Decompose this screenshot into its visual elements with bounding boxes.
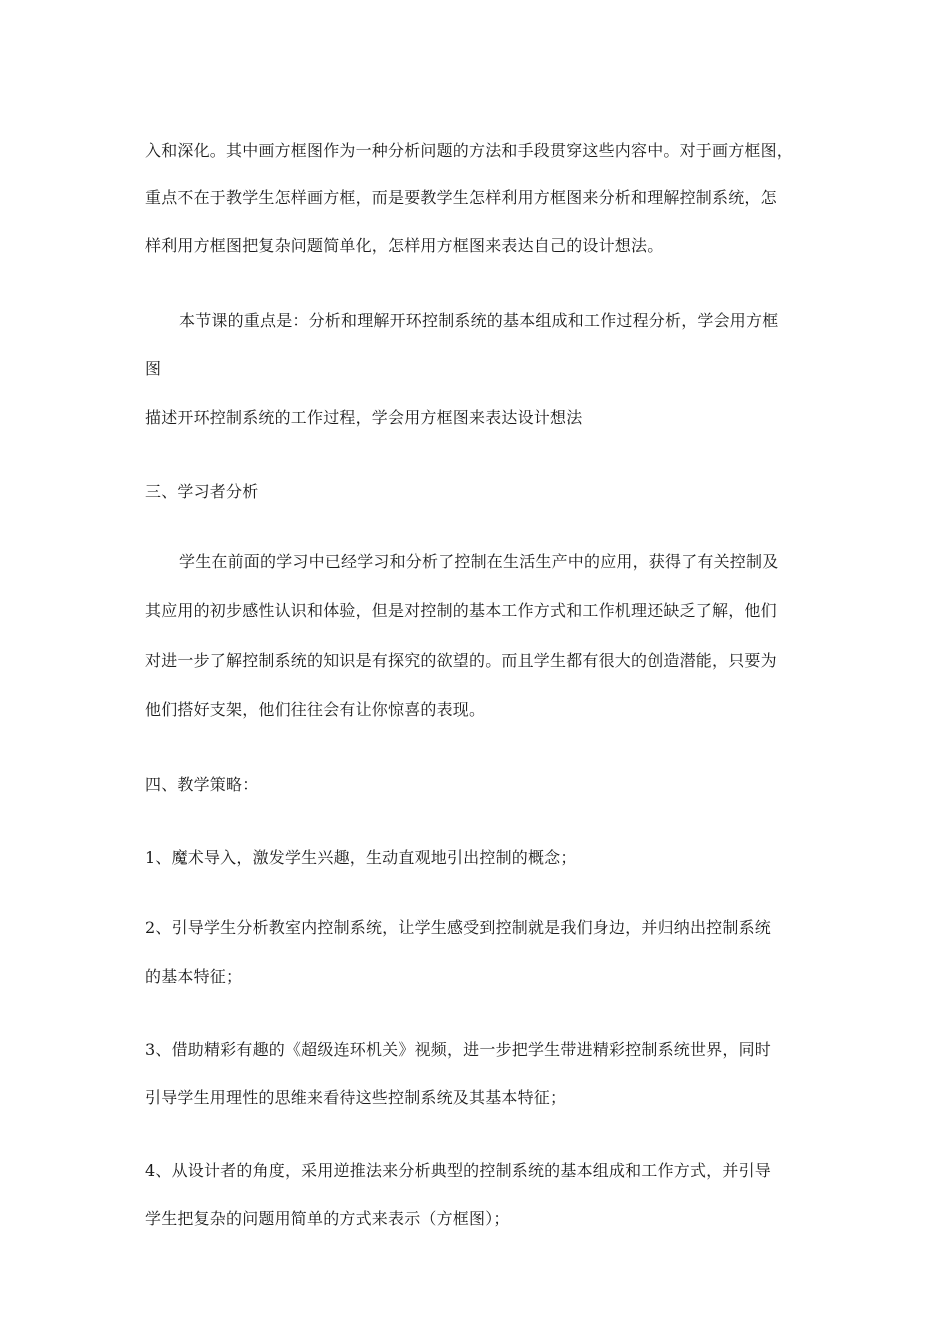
paragraph-line-3: 样利用方框图把复杂问题简单化，怎样用方框图来表达自己的设计想法。 — [145, 236, 664, 255]
strategy-item-3-line-2: 引导学生用理性的思维来看待这些控制系统及其基本特征； — [145, 1088, 567, 1107]
section-heading-learner-analysis: 三、学习者分析 — [145, 482, 259, 501]
strategy-item-4-line-1: 4、从设计者的角度，采用逆推法来分析典型的控制系统的基本组成和工作方式，并引导 — [145, 1161, 771, 1180]
strategy-item-1: 1、魔术导入，激发学生兴趣，生动直观地引出控制的概念； — [145, 848, 577, 867]
key-point-line-1: 本节课的重点是：分析和理解开环控制系统的基本组成和工作过程分析，学会用方框 — [179, 311, 779, 330]
strategy-item-3-line-1: 3、借助精彩有趣的《超级连环机关》视频，进一步把学生带进精彩控制系统世界，同时 — [145, 1040, 771, 1059]
learner-paragraph-line-3: 对进一步了解控制系统的知识是有探究的欲望的。而且学生都有很大的创造潜能，只要为 — [145, 651, 777, 670]
strategy-item-4-line-2: 学生把复杂的问题用简单的方式来表示（方框图）； — [145, 1209, 510, 1228]
section-heading-teaching-strategy: 四、教学策略： — [145, 775, 259, 794]
learner-paragraph-line-1: 学生在前面的学习中已经学习和分析了控制在生活生产中的应用，获得了有关控制及 — [179, 552, 779, 571]
paragraph-line-1: 入和深化。其中画方框图作为一种分析问题的方法和手段贯穿这些内容中。对于画方框图， — [145, 141, 794, 160]
key-point-line-3: 描述开环控制系统的工作过程，学会用方框图来表达设计想法 — [145, 408, 583, 427]
strategy-item-2-line-1: 2、引导学生分析教室内控制系统，让学生感受到控制就是我们身边，并归纳出控制系统 — [145, 918, 771, 937]
key-point-line-2: 图 — [145, 359, 162, 378]
strategy-item-2-line-2: 的基本特征； — [145, 967, 243, 986]
paragraph-line-2: 重点不在于教学生怎样画方框，而是要教学生怎样利用方框图来分析和理解控制系统，怎 — [145, 188, 777, 207]
learner-paragraph-line-4: 他们搭好支架，他们往往会有让你惊喜的表现。 — [145, 700, 486, 719]
learner-paragraph-line-2: 其应用的初步感性认识和体验，但是对控制的基本工作方式和工作机理还缺乏了解，他们 — [145, 601, 777, 620]
